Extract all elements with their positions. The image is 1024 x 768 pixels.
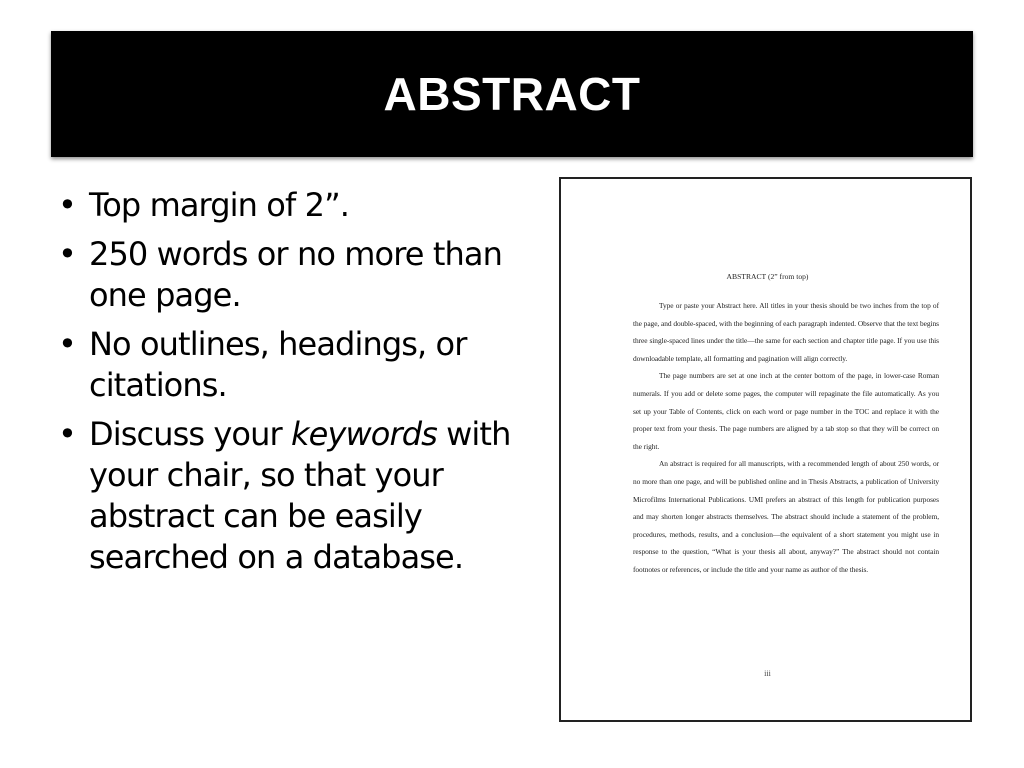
bullet-item-no-outlines bbox=[58, 324, 528, 406]
slide-title: ABSTRACT bbox=[383, 68, 641, 120]
bullet-item-word-count bbox=[58, 234, 528, 316]
sample-page-heading: ABSTRACT (2” from top) bbox=[726, 272, 809, 281]
bullet-list bbox=[58, 185, 528, 586]
bullet-text: 250 words or no more than one page. bbox=[89, 235, 502, 314]
bullet-text-emphasis: keywords bbox=[291, 415, 437, 453]
bullet-item-keywords bbox=[58, 414, 528, 578]
bullet-icon: • bbox=[58, 325, 76, 363]
sample-page-number: iii bbox=[764, 669, 771, 678]
bullet-text-suffix: with your chair, so that your abstract can be easily searched on a database. bbox=[89, 415, 511, 576]
sample-page-body bbox=[633, 297, 939, 579]
bullet-text-prefix: Discuss your bbox=[89, 415, 292, 453]
bullet-icon: • bbox=[58, 186, 76, 224]
sample-page-paragraph: The page numbers are set at one inch at the center bottom of the page, in lower-case Roman numerals. If you add or delete some pages, the computer will repaginate the file automatically. As you set up your Table of Contents, click on each word or page number in the TOC and replace it with the proper text from your thesis. The page numbers are aligned by a tab stop so that they will be correct on the right. bbox=[633, 371, 939, 451]
bullet-item-top-margin bbox=[58, 185, 528, 226]
bullet-text: Top margin of 2”. bbox=[89, 186, 350, 224]
sample-page-image bbox=[559, 177, 972, 722]
bullet-icon: • bbox=[58, 415, 76, 453]
sample-page-paragraph: Type or paste your Abstract here. All titles in your thesis should be two inches from the top of the page, and double-spaced, with the beginning of each paragraph indented. Observe that the text begins three single-spaced lines under the title—the same for each section and chapter title page. If you use this downloadable template, all formatting and pagination will align correctly. bbox=[633, 301, 939, 363]
bullet-icon: • bbox=[58, 235, 76, 273]
sample-page-paragraph: An abstract is required for all manuscripts, with a recommended length of about 250 words, or no more than one page, and will be published online and in Thesis Abstracts, a publication of University Microfilms International Publications. UMI prefers an abstract of this length for publication purposes and may shorten longer abstracts themselves. The abstract should include a statement of the problem, procedures, methods, results, and a conclusion—the equivalent of a short statement you might use in response to the question, “What is your thesis all about, anyway?” The abstract should not contain footnotes or references, or include the title and your name as author of the thesis. bbox=[633, 459, 939, 574]
bullet-text: No outlines, headings, or citations. bbox=[89, 325, 467, 404]
title-bar bbox=[51, 31, 973, 157]
